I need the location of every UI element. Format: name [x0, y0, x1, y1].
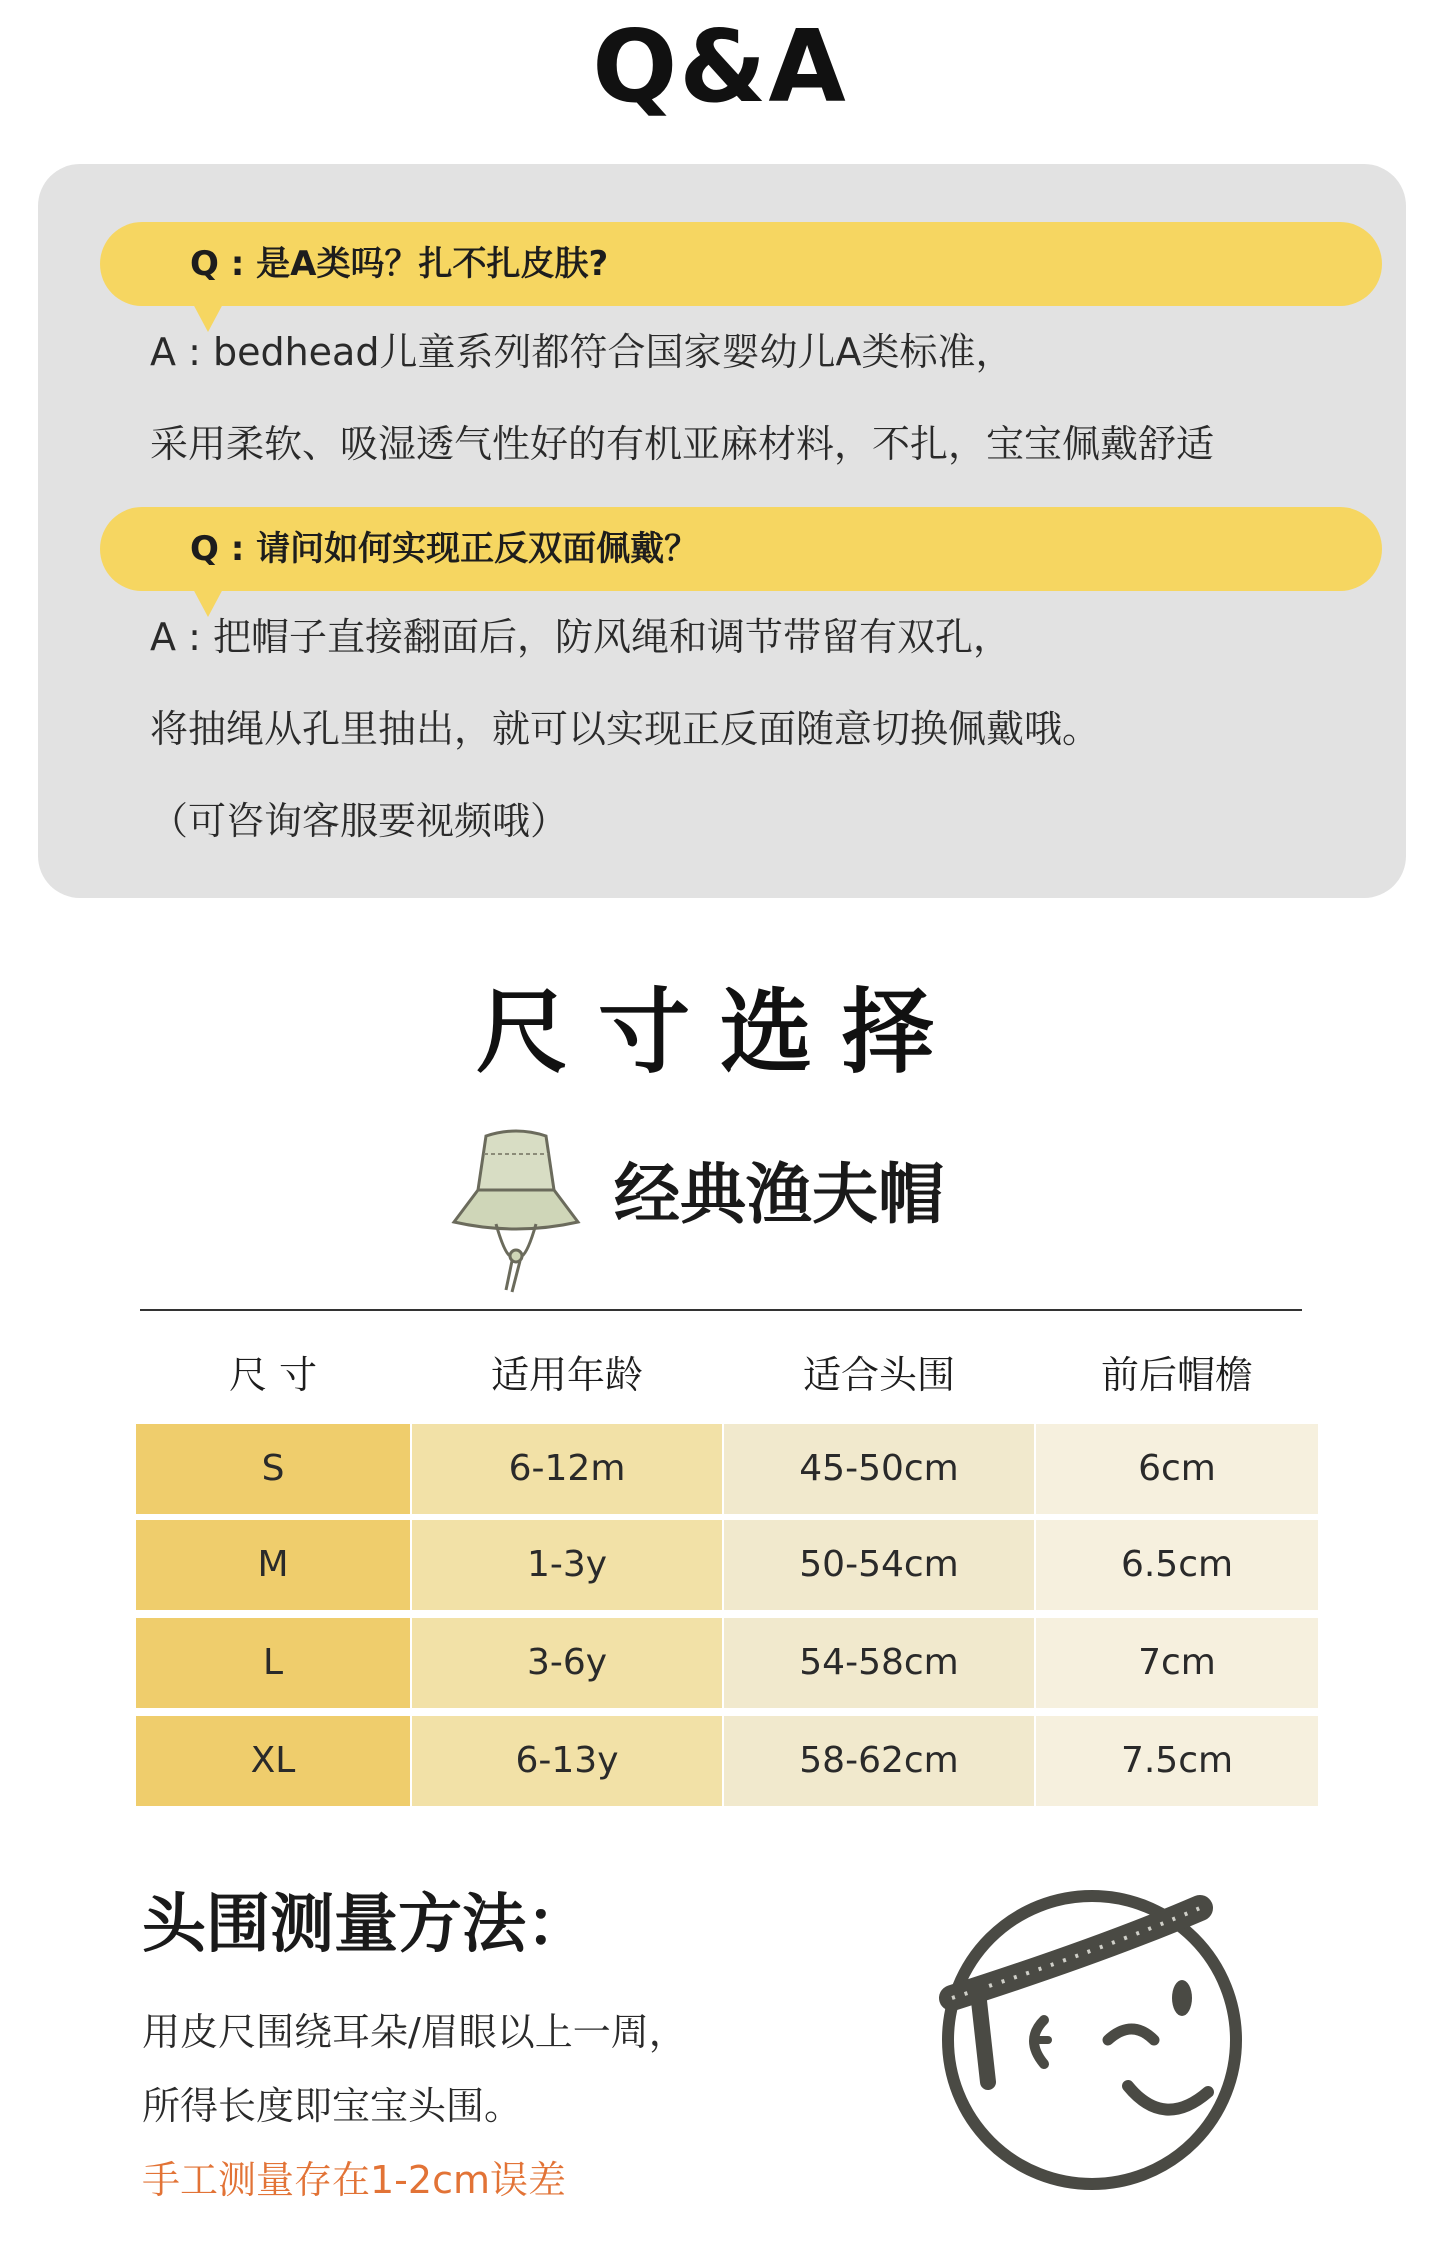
table-cell: L [136, 1618, 410, 1708]
qa-panel [38, 164, 1406, 898]
table-cell: 6-12m [412, 1424, 722, 1514]
answer-2-line-1: A : 把帽子直接翻面后，防风绳和调节带留有双孔， [150, 615, 1011, 659]
question-bubble-2 [100, 507, 1382, 591]
table-cell: S [136, 1424, 410, 1514]
question-bubble-1 [100, 222, 1382, 306]
measure-title: 头围测量方法： [142, 1888, 590, 1962]
table-cell: XL [136, 1716, 410, 1806]
table-cell: 3-6y [412, 1618, 722, 1708]
table-cell: 50-54cm [724, 1520, 1034, 1610]
table-cell: 58-62cm [724, 1716, 1034, 1806]
measure-line-2: 所得长度即宝宝头围。 [142, 2084, 523, 2128]
header-size: 尺 寸 [228, 1353, 318, 1397]
answer-1-line-2: 采用柔软、吸湿透气性好的有机亚麻材料，不扎，宝宝佩戴舒适 [150, 422, 1215, 466]
measure-line-1: 用皮尺围绕耳朵/眉眼以上一周， [142, 2010, 687, 2054]
header-head-circumference: 适合头围 [802, 1353, 955, 1397]
header-brim: 前后帽檐 [1100, 1353, 1253, 1397]
table-cell: 7cm [1036, 1618, 1318, 1708]
answer-2-line-2: 将抽绳从孔里抽出，就可以实现正反面随意切换佩戴哦。 [150, 707, 1101, 751]
head-measure-icon [932, 1880, 1252, 2204]
table-cell: 6.5cm [1036, 1520, 1318, 1610]
qa-title: Q&A [592, 8, 848, 125]
measure-warning: 手工测量存在1-2cm误差 [142, 2158, 566, 2202]
table-cell: 7.5cm [1036, 1716, 1318, 1806]
divider [140, 1309, 1302, 1311]
table-cell: 45-50cm [724, 1424, 1034, 1514]
table-cell: 6-13y [412, 1716, 722, 1806]
table-cell: 6cm [1036, 1424, 1318, 1514]
answer-2-line-3: （可咨询客服要视频哦） [150, 799, 569, 843]
header-age: 适用年龄 [490, 1353, 643, 1397]
table-cell: 54-58cm [724, 1618, 1034, 1708]
table-cell: 1-3y [412, 1520, 722, 1610]
table-cell: M [136, 1520, 410, 1610]
answer-1-line-1: A : bedhead儿童系列都符合国家婴幼儿A类标准， [150, 330, 1014, 374]
bucket-hat-icon [446, 1124, 586, 1298]
size-title: 尺寸选择 [475, 979, 964, 1086]
question-2: Q : 请问如何实现正反双面佩戴？ [190, 529, 699, 569]
product-name: 经典渔夫帽 [614, 1156, 944, 1233]
question-1: Q : 是A类吗？扎不扎皮肤? [190, 244, 609, 284]
